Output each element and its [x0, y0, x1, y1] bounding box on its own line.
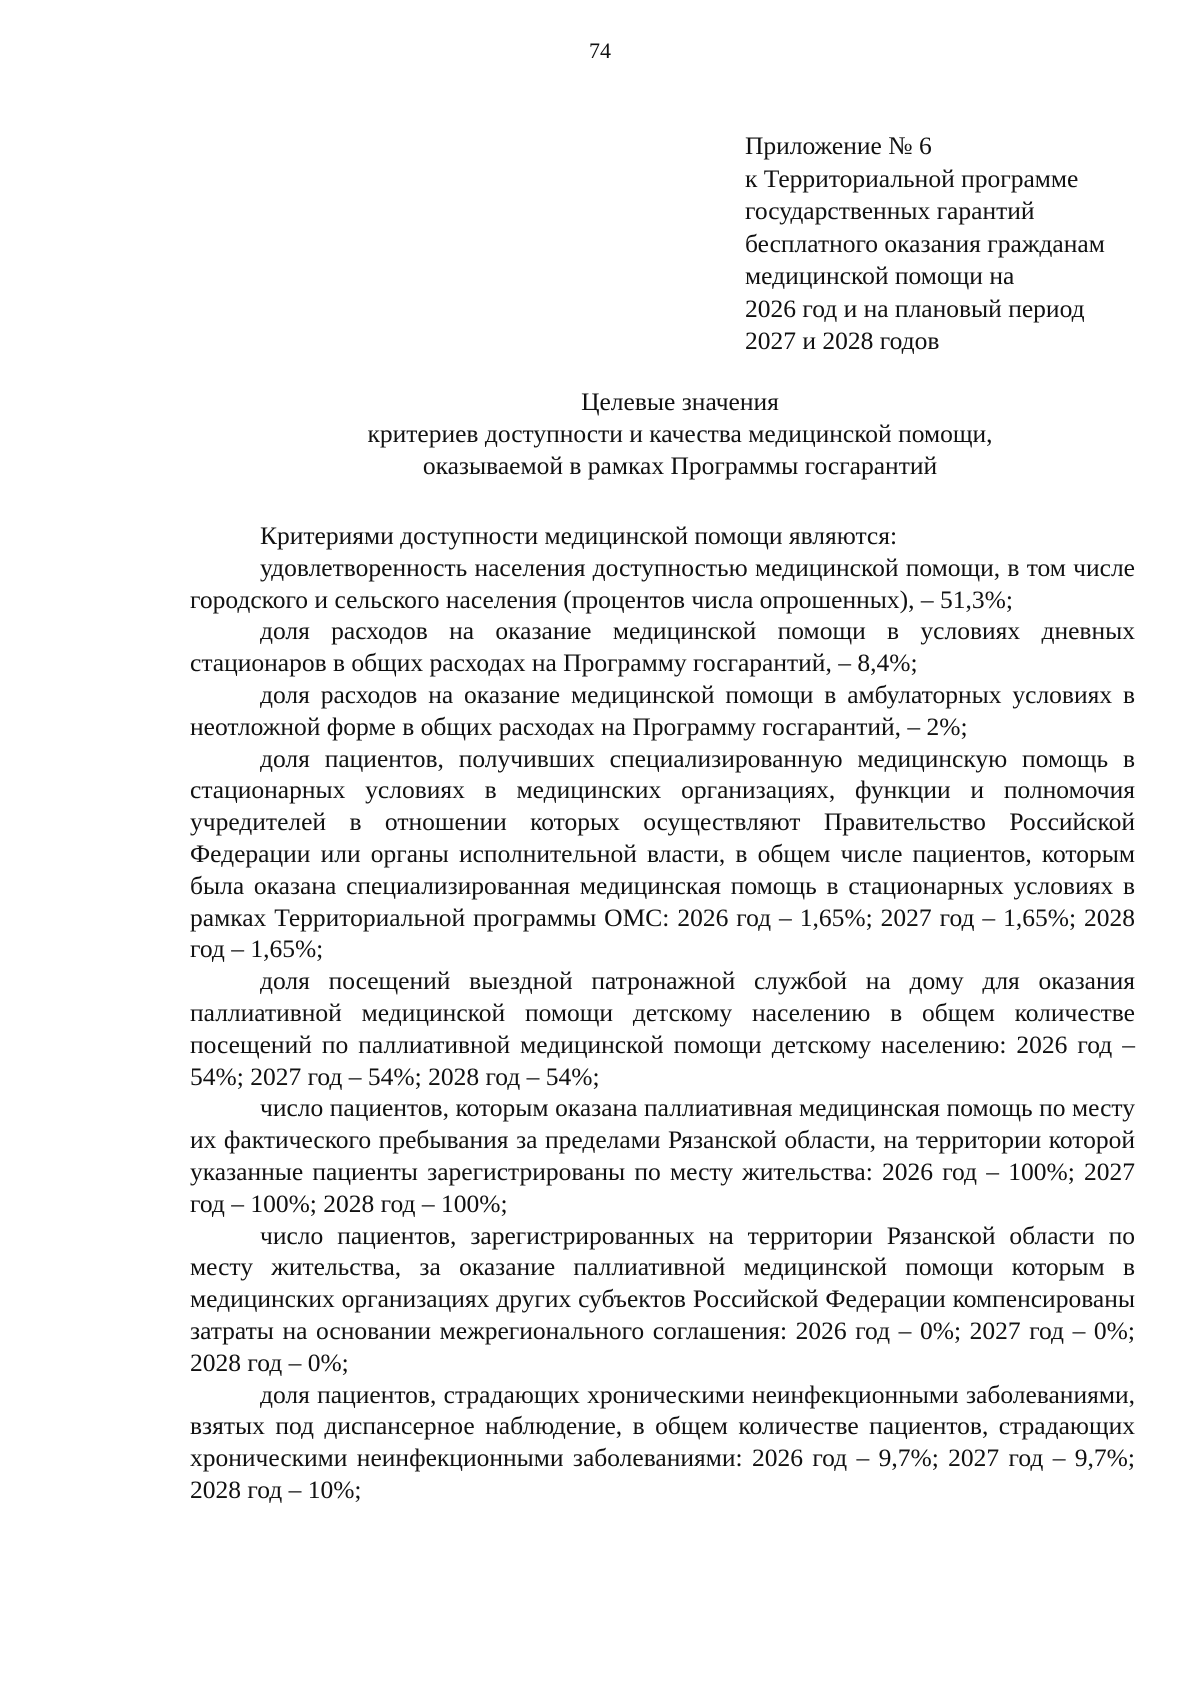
body-paragraph: доля расходов на оказание медицинской помощи в амбулаторных условиях в неотложной форме в общих расходах на Программу госгарантий, – 2%;	[190, 679, 1135, 741]
body-paragraph: доля расходов на оказание медицинской помощи в условиях дневных стационаров в общих расходах на Программу госгарантий, – 8,4%;	[190, 616, 1135, 678]
appendix-line: государственных гарантий	[745, 196, 1035, 225]
body-paragraph: число пациентов, которым оказана паллиативная медицинская помощь по месту их фактического пребывания за пределами Рязанской области, на территории которой указанные пациенты зарегистрированы по месту жительства: 2026 год – 100%; 2027 год – 100%; 2028 год – 100%;	[190, 1093, 1135, 1218]
body-paragraph: доля пациентов, страдающих хроническими неинфекционными заболеваниями, взятых под диспансерное наблюдение, в общем количестве пациентов, страдающих хроническими неинфекционными заболеваниями: 2026 год – 9,7%; 2027 год – 9,7%; 2028 год – 10%;	[190, 1379, 1135, 1504]
title-line: Целевые значения	[581, 387, 779, 416]
body-paragraph: доля пациентов, получивших специализированную медицинскую помощь в стационарных условиях в медицинских организациях, функции и полномочия учредителей в отношении которых осуществляют Правительство Российской Федерации или органы исполнительной власти, в общем числе пациентов, которым была оказана специализированная медицинская помощь в стационарных условиях в рамках Территориальной программы ОМС: 2026 год – 1,65%; 2027 год – 1,65%; 2028 год – 1,65%;	[190, 743, 1135, 964]
title-line: оказываемой в рамках Программы госгарантий	[422, 451, 938, 480]
body-paragraph: доля посещений выездной патронажной службой на дому для оказания паллиативной медицинской помощи детскому населению в общем количестве посещений по паллиативной медицинской помощи детскому населению: 2026 год – 54%; 2027 год – 54%; 2028 год – 54%;	[190, 966, 1135, 1091]
page-number: 74	[589, 38, 611, 63]
appendix-line: бесплатного оказания гражданам	[745, 228, 1105, 258]
body-paragraph: Критериями доступности медицинской помощи являются:	[260, 521, 898, 550]
body-paragraph: удовлетворенность населения доступностью медицинской помощи, в том числе городского и сельского населения (процентов числа опрошенных), – 51,3%;	[190, 552, 1135, 614]
appendix-header	[745, 130, 1165, 358]
appendix-line: Приложение № 6	[745, 131, 932, 160]
appendix-line: медицинской помощи на	[745, 261, 1015, 290]
appendix-line: к Территориальной программе	[745, 163, 1079, 193]
body-paragraph: число пациентов, зарегистрированных на территории Рязанской области по месту жительства, за оказание паллиативной медицинской помощи которым в медицинских организациях других субъектов Российской Федерации компенсированы затраты на основании межрегионального соглашения: 2026 год – 0%; 2027 год – 0%; 2028 год – 0%;	[190, 1220, 1135, 1377]
title-line: критериев доступности и качества медицинской помощи,	[367, 419, 993, 448]
body-text	[190, 520, 1135, 1506]
appendix-line: 2027 и 2028 годов	[745, 326, 940, 355]
appendix-line: 2026 год и на плановый период	[745, 293, 1085, 323]
document-title	[180, 386, 1180, 482]
